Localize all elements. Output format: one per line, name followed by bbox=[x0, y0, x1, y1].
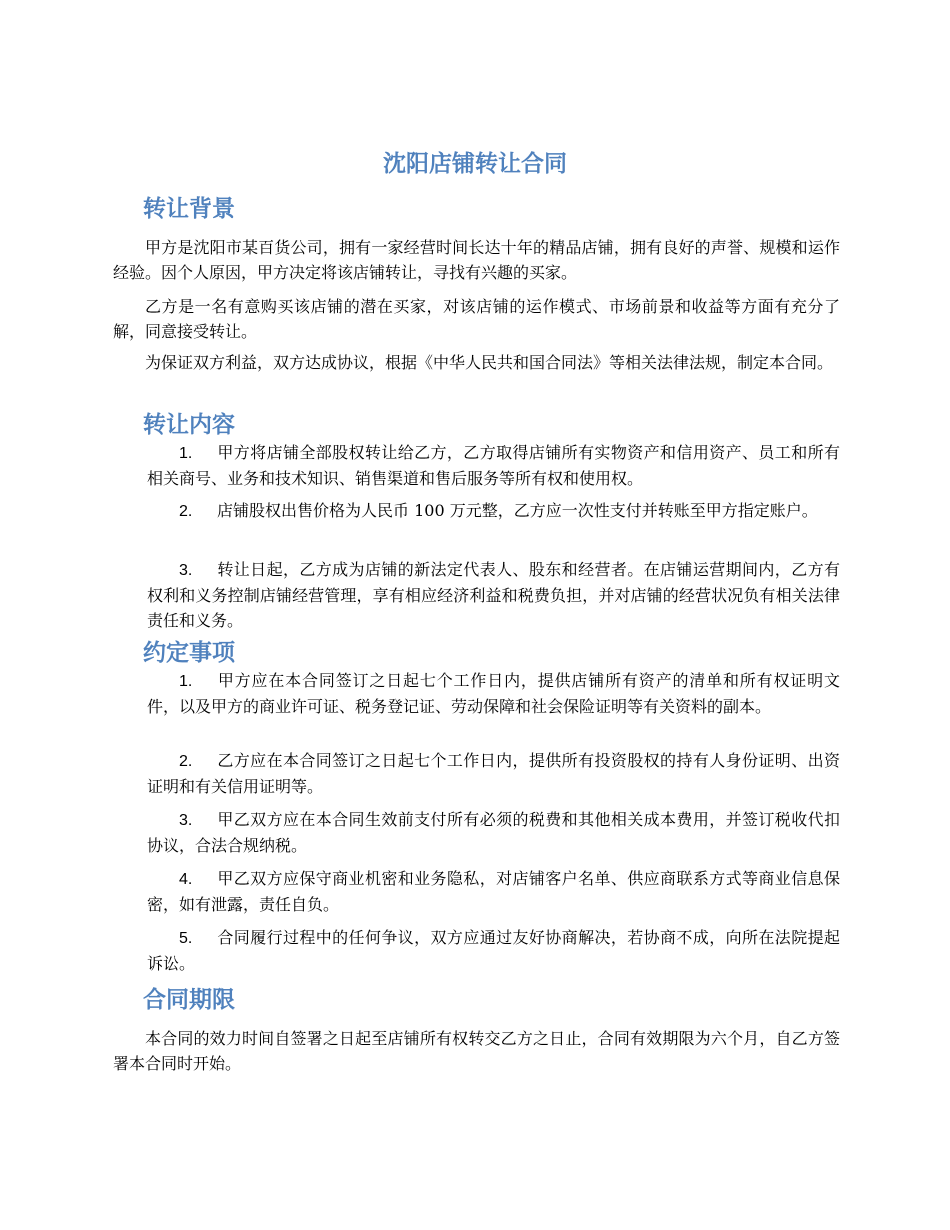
section-heading-background: 转让背景 bbox=[143, 196, 235, 222]
list-item-number: 2. bbox=[179, 503, 193, 520]
paragraph: 为保证双方利益，双方达成协议，根据《中华人民共和国合同法》等相关法律法规，制定本合同。 bbox=[145, 353, 834, 372]
list-item-number: 3. bbox=[179, 812, 193, 829]
section-heading-terms: 约定事项 bbox=[143, 640, 235, 666]
document-title: 沈阳店铺转让合同 bbox=[383, 151, 567, 177]
list-item-text: 甲方应在本合同签订之日起七个工作日内，提供店铺所有资产的清单和所有权证明文件，以及甲方的商业许可证、税务登记证、劳动保障和社会保险证明等有关资料的副本。 bbox=[147, 671, 840, 716]
list-item-text: 乙方应在本合同签订之日起七个工作日内，提供所有投资股权的持有人身份证明、出资证明和有关信用证明等。 bbox=[147, 751, 840, 796]
paragraph: 甲方是沈阳市某百货公司，拥有一家经营时间长达十年的精品店铺，拥有良好的声誉、规模和运作经验。因个人原因，甲方决定将该店铺转让，寻找有兴趣的买家。 bbox=[113, 238, 840, 282]
list-item-text: 甲乙双方应在本合同生效前支付所有必须的税费和其他相关成本费用，并签订税收代扣协议，合法合规纳税。 bbox=[147, 810, 840, 855]
list-item-text: 店铺股权出售价格为人民币 100 万元整，乙方应一次性支付并转账至甲方指定账户。 bbox=[217, 501, 818, 520]
list-item-number: 1. bbox=[179, 673, 193, 690]
list-item bbox=[147, 866, 840, 917]
list-item-text: 甲方将店铺全部股权转让给乙方，乙方取得店铺所有实物资产和信用资产、员工和所有相关商号、业务和技术知识、销售渠道和售后服务等所有权和使用权。 bbox=[147, 443, 840, 488]
list-item bbox=[147, 440, 840, 491]
list-item bbox=[147, 557, 840, 633]
list-item bbox=[147, 498, 840, 524]
section-heading-content: 转让内容 bbox=[143, 412, 235, 438]
list-item-number: 4. bbox=[179, 871, 193, 888]
list-item-number: 1. bbox=[179, 445, 193, 462]
list-item bbox=[147, 807, 840, 858]
list-item-text: 合同履行过程中的任何争议，双方应通过友好协商解决，若协商不成，向所在法院提起诉讼。 bbox=[147, 928, 840, 973]
list-item-text: 甲乙双方应保守商业机密和业务隐私，对店铺客户名单、供应商联系方式等商业信息保密，如有泄露，责任自负。 bbox=[147, 869, 840, 914]
list-item-number: 2. bbox=[179, 753, 193, 770]
list-item bbox=[147, 925, 840, 976]
section-heading-term-period: 合同期限 bbox=[143, 987, 235, 1013]
list-item bbox=[147, 668, 840, 719]
paragraph: 乙方是一名有意购买该店铺的潜在买家，对该店铺的运作模式、市场前景和收益等方面有充分了解，同意接受转让。 bbox=[113, 297, 840, 341]
list-item-number: 5. bbox=[179, 930, 193, 947]
list-item bbox=[147, 748, 840, 799]
list-item-number: 3. bbox=[179, 562, 193, 579]
list-item-text: 转让日起，乙方成为店铺的新法定代表人、股东和经营者。在店铺运营期间内，乙方有权利和义务控制店铺经营管理，享有相应经济利益和税费负担，并对店铺的经营状况负有相关法律责任和义务。 bbox=[147, 560, 840, 630]
paragraph: 本合同的效力时间自签署之日起至店铺所有权转交乙方之日止，合同有效期限为六个月，自乙方签署本合同时开始。 bbox=[113, 1029, 840, 1073]
